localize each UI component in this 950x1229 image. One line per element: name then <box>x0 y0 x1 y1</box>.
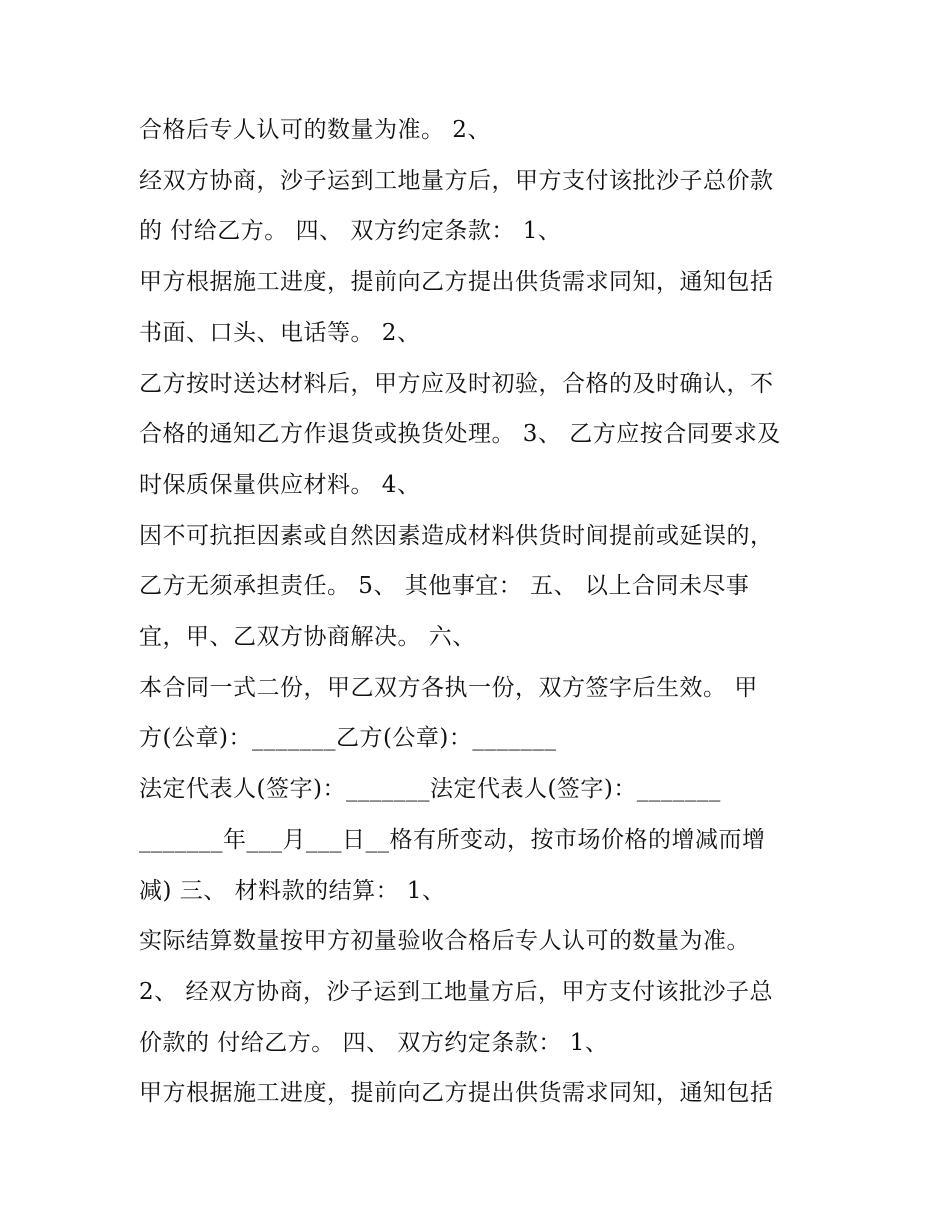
text-line: 合格后专人认可的数量为准。 2、 <box>139 117 491 143</box>
text-line: 本合同一式二份，甲乙双方各执一份，双方签字后生效。 甲 <box>139 674 758 701</box>
text-line: 合格的通知乙方作退货或换货处理。 3、 乙方应按合同要求及 <box>139 421 781 448</box>
text-line: 减) 三、 材料款的结算： 1、 <box>139 877 446 904</box>
text-line: 2、 经双方协商，沙子运到工地量方后，甲方支付该批沙子总 <box>139 978 773 1005</box>
text-line: 法定代表人(签字)：_______法定代表人(签字)：_______ <box>139 776 721 803</box>
text-line: 方(公章)：_______乙方(公章)：_______ <box>139 725 557 752</box>
text-line: 书面、口头、电话等。 2、 <box>139 319 421 346</box>
text-line: _______年___月___日__格有所变动，按市场价格的增减而增 <box>139 826 766 853</box>
text-line: 价款的 付给乙方。 四、 双方约定条款： 1、 <box>139 1029 609 1056</box>
text-line: 甲方根据施工进度，提前向乙方提出供货需求同知，通知包括 <box>139 1080 774 1107</box>
text-line: 乙方按时送达材料后，甲方应及时初验，合格的及时确认，不 <box>139 370 774 397</box>
text-line: 经双方协商，沙子运到工地量方后，甲方支付该批沙子总价款 <box>139 167 774 194</box>
text-line: 实际结算数量按甲方初量验收合格后专人认可的数量为准。 <box>139 928 750 955</box>
text-line: 因不可抗拒因素或自然因素造成材料供货时间提前或延误的， <box>139 522 774 549</box>
text-line: 甲方根据施工进度，提前向乙方提出供货需求同知，通知包括 <box>139 269 774 296</box>
text-line: 时保质保量供应材料。 4、 <box>139 471 421 498</box>
text-line: 乙方无须承担责任。 5、 其他事宜： 五、 以上合同未尽事 <box>139 573 750 600</box>
contract-text <box>139 105 829 1119</box>
text-line: 宜，甲、乙双方协商解决。 六、 <box>139 624 476 651</box>
text-line: 的 付给乙方。 四、 双方约定条款： 1、 <box>139 218 562 245</box>
